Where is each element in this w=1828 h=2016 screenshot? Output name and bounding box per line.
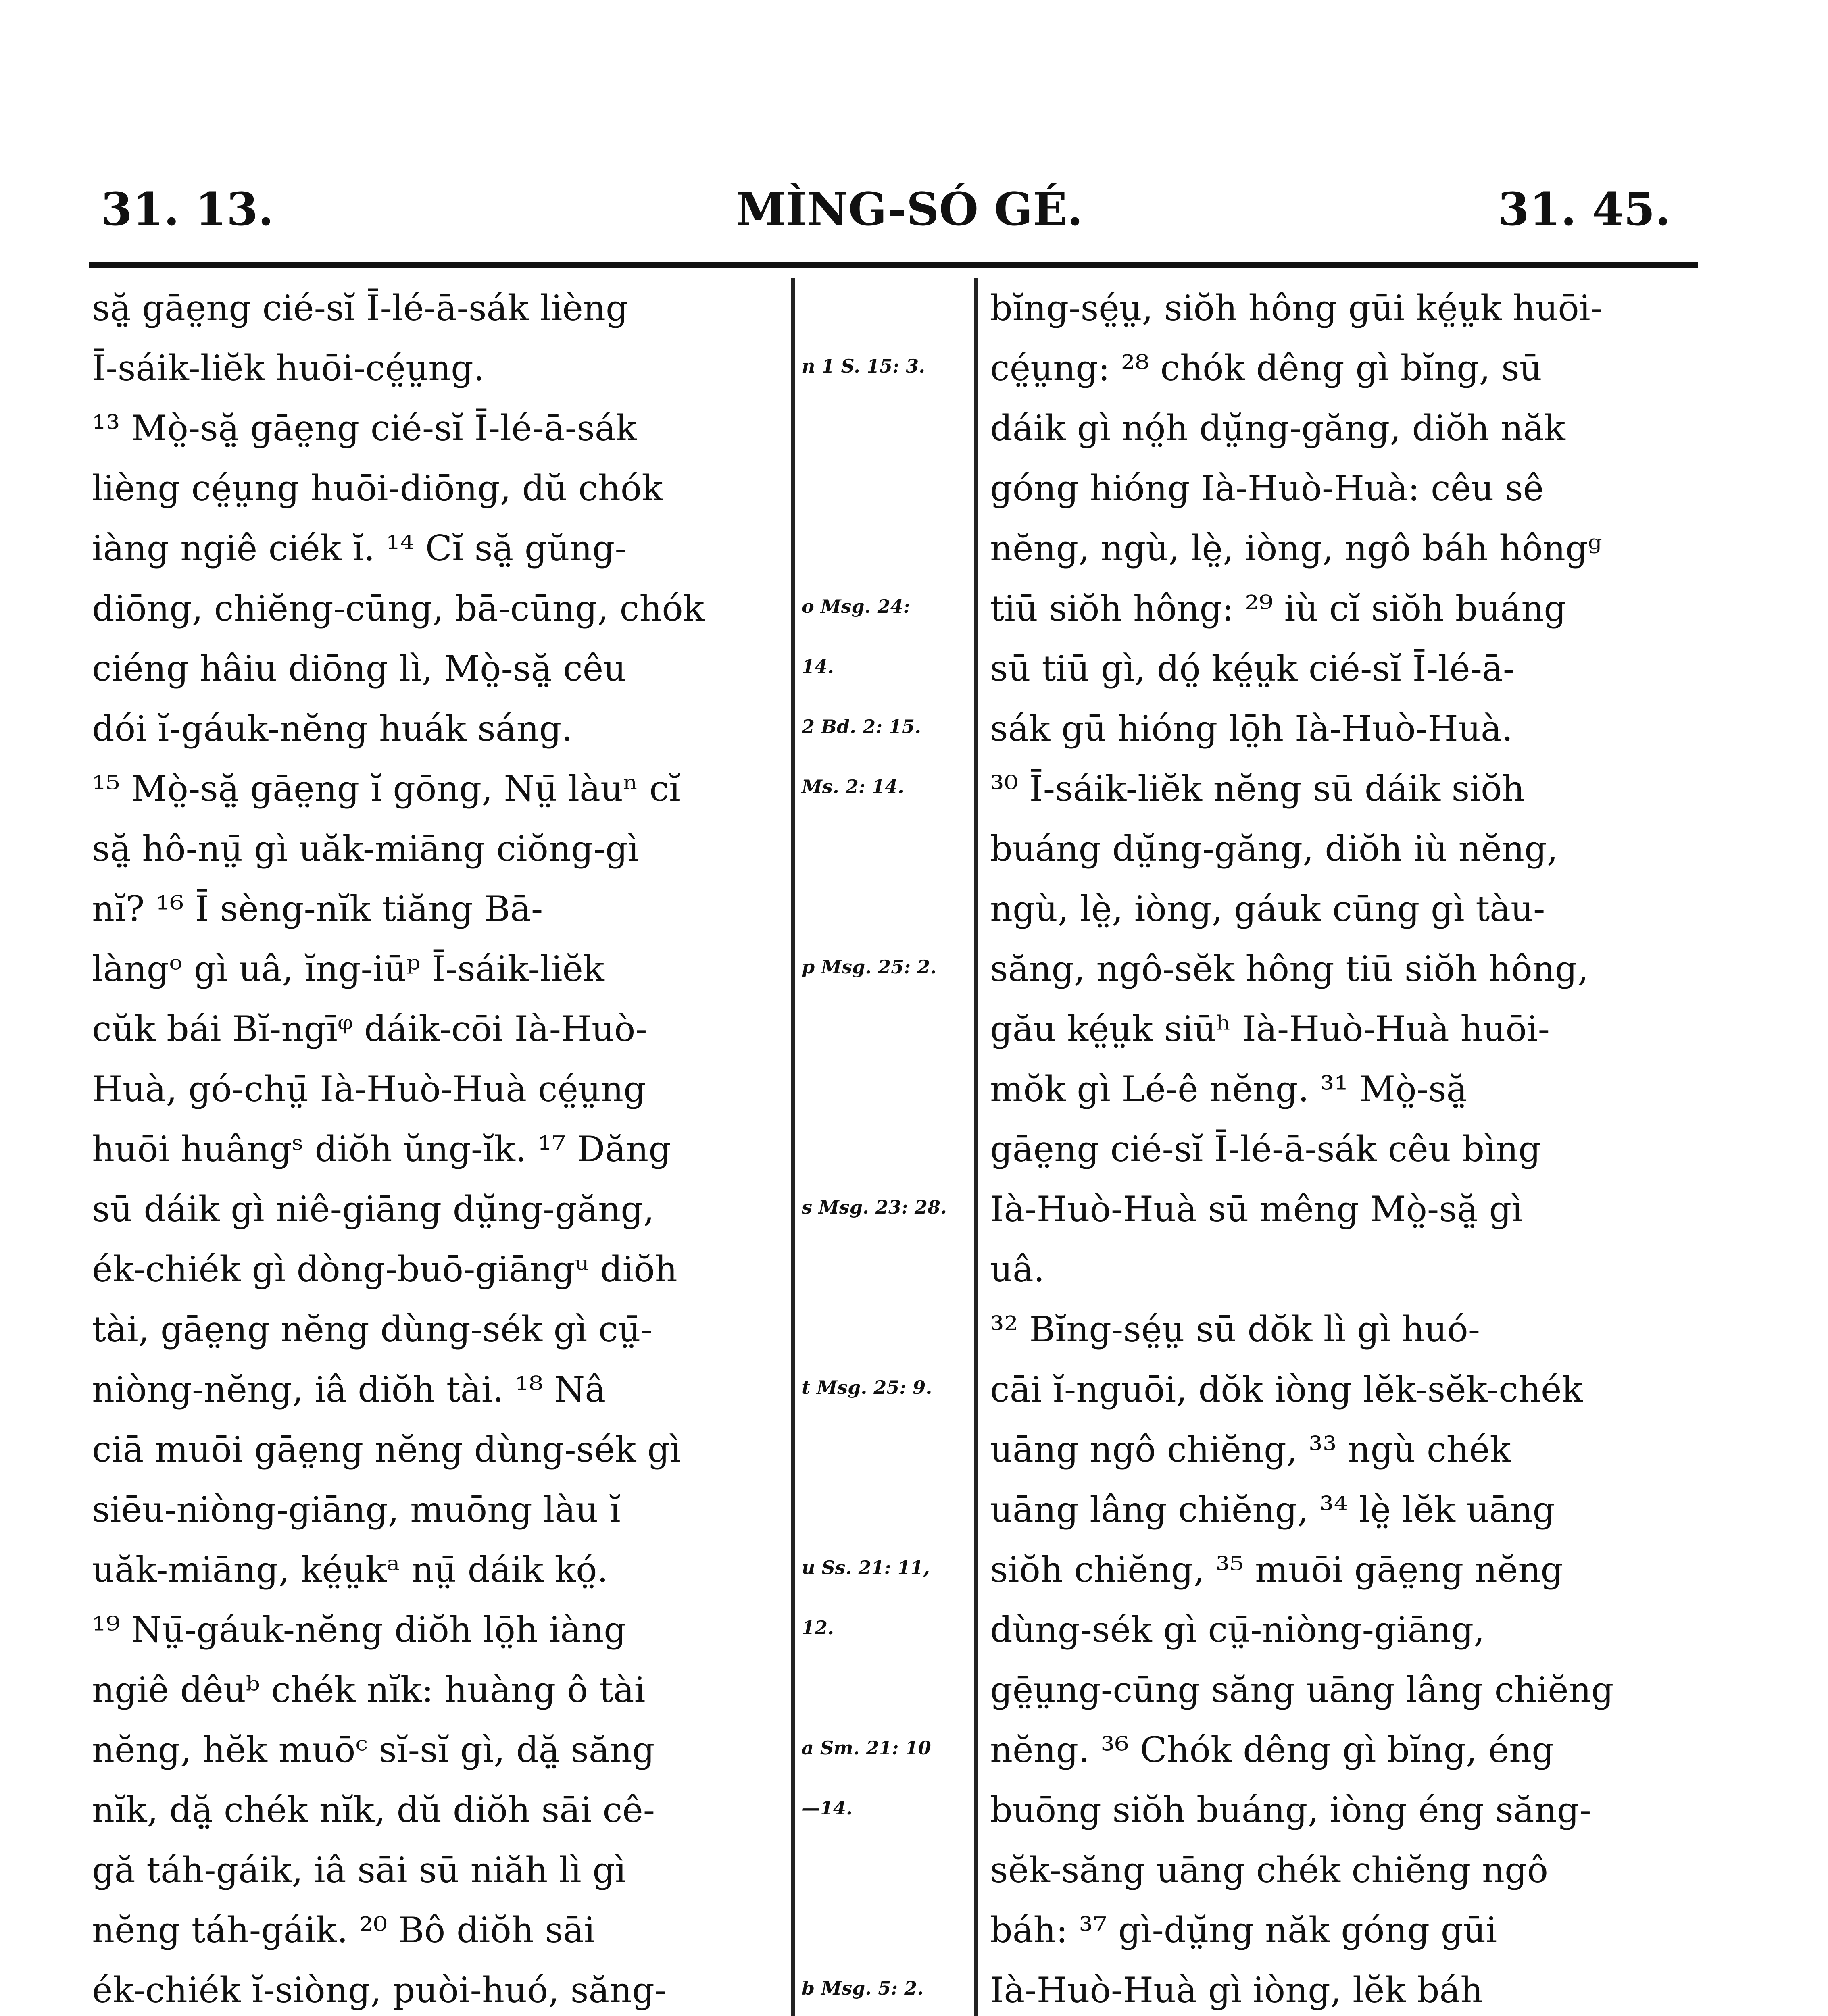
margin-reference: u Ss. 21: 11, [802, 1557, 930, 1579]
text-line: sặ̤ hô-nṳ̄ gì uăk-miāng ciŏng-gì [92, 828, 639, 869]
text-line: cāi ĭ-nguōi, dŏk iòng lĕk-sĕk-chék [990, 1369, 1583, 1410]
text-line: uăk-miāng, ké̤ṳkᵃ nṳ̄ dáik kó̤. [92, 1549, 609, 1590]
margin-reference: o Msg. 24: [802, 596, 910, 617]
text-line: huōi huângˢ diŏh ŭng-ĭk. ¹⁷ Dăng [92, 1129, 671, 1170]
text-line: dáik gì nó̤h dṳ̆ng-găng, diŏh năk [990, 408, 1565, 449]
text-line: sū tiū gì, dó̤ ké̤ṳk cié-sĭ Ī-lé-ā- [990, 648, 1515, 689]
text-line: ngiê dêuᵇ chék nĭk: huàng ô tài [92, 1669, 646, 1710]
text-line: nĭ? ¹⁶ Ī sèng-nĭk tiăng Bā- [92, 888, 543, 929]
text-line: cŭk bái Bĭ-ngīᵠ dáik-cōi Ià-Huò- [92, 1008, 647, 1050]
margin-reference: t Msg. 25: 9. [802, 1377, 932, 1398]
text-line: uāng ngô chiĕng, ³³ ngù chék [990, 1429, 1511, 1470]
margin-reference: p Msg. 25: 2. [802, 956, 937, 978]
text-line: lièng cé̤ṳng huōi-diōng, dŭ chók [92, 468, 663, 509]
text-line: Huà, gó-chṳ̄ Ià-Huò-Huà cé̤ṳng [92, 1068, 646, 1110]
right-text-column [990, 278, 1706, 2016]
text-line: báh: ³⁷ gì-dṳ̆ng năk góng gūi [990, 1910, 1497, 1951]
text-line: tiū siŏh hông: ²⁹ iù cĭ siŏh buáng [990, 588, 1567, 629]
margin-reference: s Msg. 23: 28. [802, 1196, 947, 1218]
text-line: gāe̤ng cié-sĭ Ī-lé-ā-sák cêu bìng [990, 1129, 1541, 1170]
text-line: uāng lâng chiĕng, ³⁴ lè̤ lĕk uāng [990, 1489, 1555, 1530]
left-text-column [92, 278, 777, 2016]
text-line: nĕng táh-gáik. ²⁰ Bô diŏh sāi [92, 1910, 595, 1951]
text-line: ék-chiék gì dòng-buō-giāngᵘ diŏh [92, 1249, 677, 1290]
text-line: Ī-sáik-liĕk huōi-cé̤ṳng. [92, 348, 485, 389]
text-line: sák gū hióng lō̤h Ià-Huò-Huà. [990, 708, 1513, 749]
text-line: nĕng, hĕk muōᶜ sĭ-sĭ gì, dặ̤ săng [92, 1729, 655, 1770]
text-line: sū dáik gì niê-giāng dṳ̆ng-găng, [92, 1189, 654, 1230]
text-line: dùng-sék gì cṳ̄-niòng-giāng, [990, 1609, 1485, 1650]
text-line: ciéng hâiu diōng lì, Mò̤-sặ̤ cêu [92, 648, 626, 689]
page-header [0, 181, 1828, 250]
text-line: gē̤ṳng-cūng săng uāng lâng chiĕng [990, 1669, 1614, 1710]
text-line: mŏk gì Lé-ê nĕng. ³¹ Mò̤-sặ̤ [990, 1068, 1467, 1110]
text-line: siēu-niòng-giāng, muōng làu ĭ [92, 1489, 621, 1530]
text-line: buōng siŏh buáng, iòng éng săng- [990, 1789, 1591, 1831]
text-line: bĭng-sé̤ṳ, siŏh hông gūi ké̤ṳk huōi- [990, 287, 1602, 329]
text-line: ³² Bĭng-sé̤ṳ sū dŏk lì gì huó- [990, 1309, 1480, 1350]
text-line: ngù, lè̤, iòng, gáuk cūng gì tàu- [990, 888, 1545, 929]
text-line: iàng ngiê ciék ĭ. ¹⁴ Cĭ sặ̤ gŭng- [92, 528, 627, 569]
margin-reference: a Sm. 21: 10 [802, 1737, 931, 1759]
margin-reference: 12. [802, 1617, 834, 1639]
book-title: MÌNG-SÓ GÉ. [736, 183, 1083, 236]
text-line: ¹⁵ Mò̤-sặ̤ gāe̤ng ĭ gōng, Nṳ̄ làuⁿ cĭ [92, 768, 680, 809]
text-line: nĕng. ³⁶ Chók dêng gì bĭng, éng [990, 1729, 1554, 1770]
text-line: sặ̤ gāe̤ng cié-sĭ Ī-lé-ā-sák lièng [92, 287, 628, 329]
text-line: tài, gāe̤ng nĕng dùng-sék gì cṳ̄- [92, 1309, 652, 1350]
text-line: săng, ngô-sĕk hông tiū siŏh hông, [990, 948, 1589, 989]
text-line: dói ĭ-gáuk-nĕng huák sáng. [92, 708, 573, 749]
text-line: buáng dṳ̆ng-găng, diŏh iù nĕng, [990, 828, 1558, 869]
text-line: uâ. [990, 1249, 1045, 1290]
text-line: góng hióng Ià-Huò-Huà: cêu sê [990, 468, 1544, 509]
margin-reference: n 1 S. 15: 3. [802, 355, 925, 377]
text-line: niòng-nĕng, iâ diŏh tài. ¹⁸ Nâ [92, 1369, 606, 1410]
text-line: diōng, chiĕng-cūng, bā-cūng, chók [92, 588, 705, 629]
margin-reference: Ms. 2: 14. [802, 776, 904, 798]
text-line: siŏh chiĕng, ³⁵ muōi gāe̤ng nĕng [990, 1549, 1563, 1590]
margin-reference: —14. [802, 1797, 853, 1819]
text-line: nĭk, dặ̤ chék nĭk, dŭ diŏh sāi cê- [92, 1789, 655, 1831]
text-line: nĕng, ngù, lè̤, iòng, ngô báh hôngᵍ [990, 528, 1602, 569]
margin-reference: 2 Bd. 2: 15. [802, 716, 921, 737]
margin-reference: b Msg. 5: 2. [802, 1977, 924, 1999]
text-line: ¹⁹ Nṳ̄-gáuk-nĕng diŏh lō̤h iàng [92, 1609, 626, 1650]
text-line: Ià-Huò-Huà sū mêng Mò̤-sặ̤ gì [990, 1189, 1523, 1230]
chapter-verse-end: 31. 45. [1498, 183, 1671, 236]
text-line: ék-chiék ĭ-siòng, puòi-huó, săng- [92, 1970, 667, 2011]
column-divider-left [791, 278, 795, 2016]
text-line: ¹³ Mò̤-sặ̤ gāe̤ng cié-sĭ Ī-lé-ā-sák [92, 408, 637, 449]
text-line: làngᵒ gì uâ, ĭng-iūᵖ Ī-sáik-liĕk [92, 948, 604, 989]
text-line: sĕk-săng uāng chék chiĕng ngô [990, 1849, 1549, 1891]
text-line: Ià-Huò-Huà gì iòng, lĕk báh [990, 1970, 1483, 2011]
text-line: gău ké̤ṳk siūʰ Ià-Huò-Huà huōi- [990, 1008, 1550, 1050]
text-line: cé̤ṳng: ²⁸ chók dêng gì bĭng, sū [990, 348, 1542, 389]
column-divider-right [974, 278, 978, 2016]
text-line: ³⁰ Ī-sáik-liĕk nĕng sū dáik siŏh [990, 768, 1525, 809]
text-line: gă táh-gáik, iâ sāi sū niăh lì gì [92, 1849, 626, 1891]
text-line: ciā muōi gāe̤ng nĕng dùng-sék gì [92, 1429, 681, 1470]
chapter-verse-start: 31. 13. [101, 183, 274, 236]
header-rule [89, 262, 1698, 268]
margin-reference: 14. [802, 656, 834, 677]
